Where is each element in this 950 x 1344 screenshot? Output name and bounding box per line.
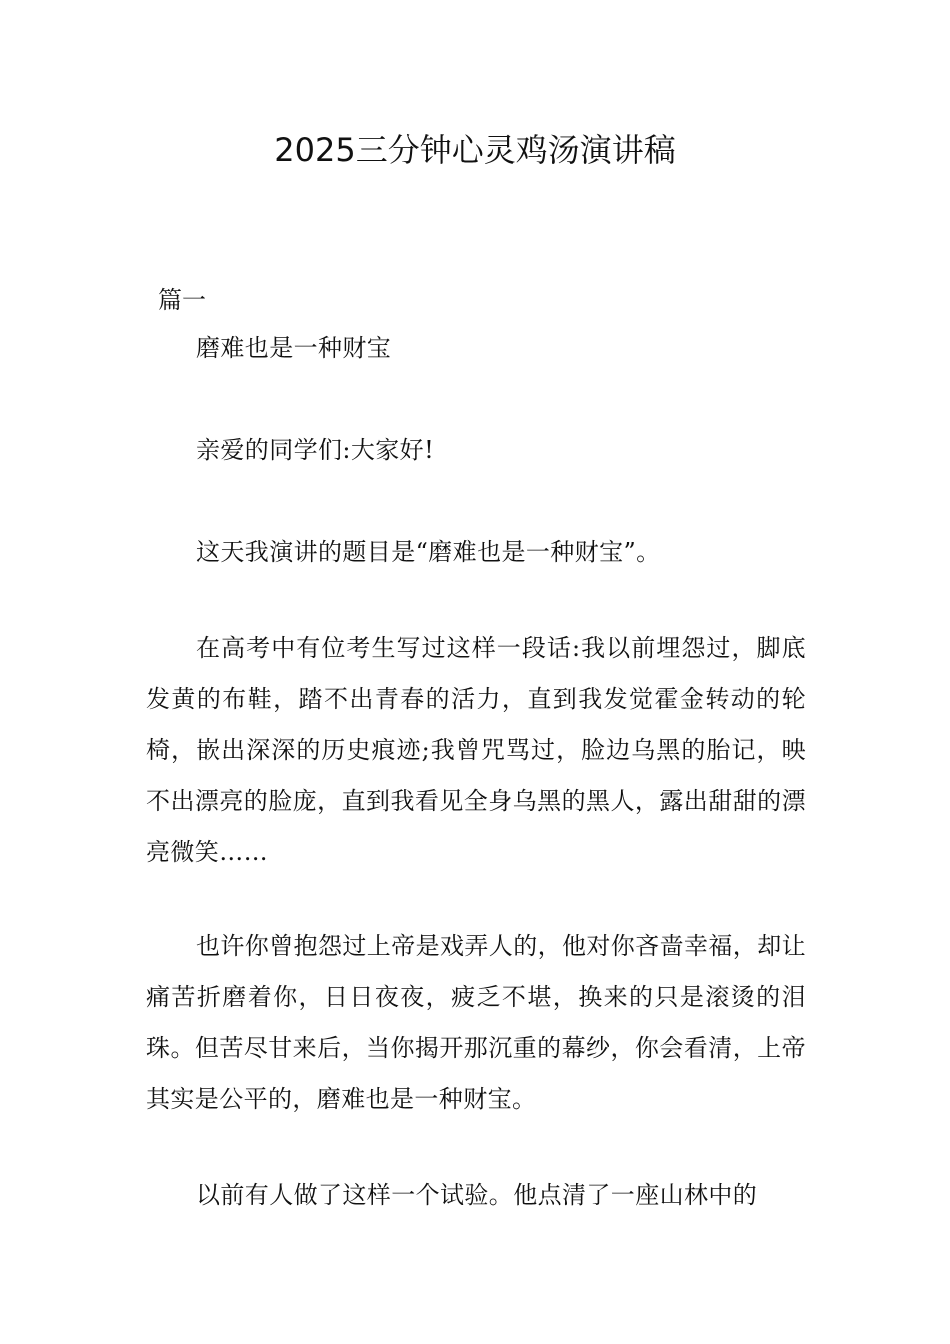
body-paragraph-1: 在高考中有位考生写过这样一段话:我以前埋怨过，脚底发黄的布鞋，踏不出青春的活力，直到我发觉霍金转动的轮椅，嵌出深深的历史痕迹;我曾咒骂过，脸边乌黑的胎记，映不出漂亮的脸庞，直到我看见全身乌黑的黑人，露出甜甜的漂亮微笑…… (146, 634, 806, 866)
speech-subtitle: 磨难也是一种财宝 (196, 334, 392, 362)
document-title: 2025三分钟心灵鸡汤演讲稿 (274, 131, 676, 169)
body-paragraph-2: 也许你曾抱怨过上帝是戏弄人的，他对你吝啬幸福，却让痛苦折磨着你，日日夜夜，疲乏不堪，换来的只是滚烫的泪珠。但苦尽甘来后，当你揭开那沉重的幕纱，你会看清，上帝其实是公平的，磨难也是一种财宝。 (146, 932, 806, 1113)
greeting-line: 亲爱的同学们:大家好! (196, 436, 435, 464)
body-paragraph-3: 以前有人做了这样一个试验。他点清了一座山林中的 (196, 1181, 758, 1209)
section-label: 篇一 (158, 286, 206, 314)
topic-sentence: 这天我演讲的题目是“磨难也是一种财宝”。 (196, 538, 661, 566)
